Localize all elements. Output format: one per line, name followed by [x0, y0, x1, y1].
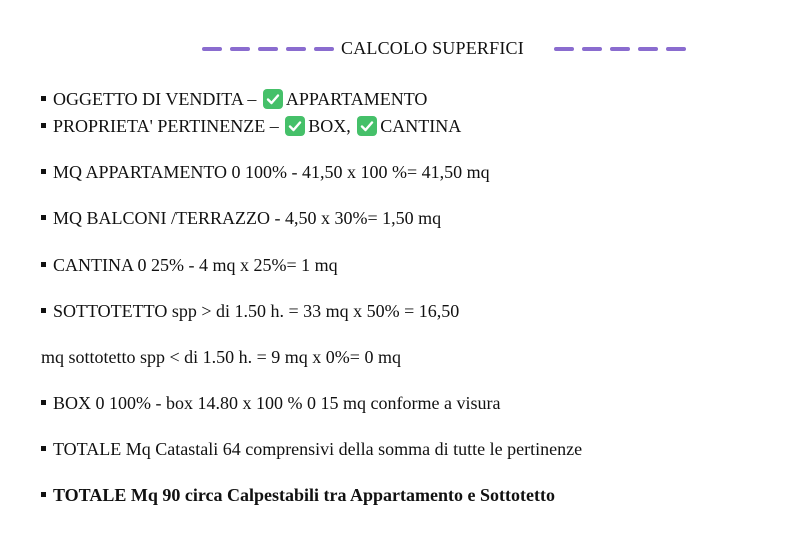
line-mq-balconi: MQ BALCONI /TERRAZZO - 4,50 x 30%= 1,50 mq: [41, 207, 441, 229]
decorative-dashes-right: [554, 47, 686, 51]
bullet-icon: [41, 169, 46, 174]
line-proprieta-pertinenze: PROPRIETA' PERTINENZE – BOX, CANTINA: [41, 115, 461, 138]
line-sottotetto: SOTTOTETTO spp > di 1.50 h. = 33 mq x 50% = 16,50: [41, 300, 459, 322]
bullet-icon: [41, 123, 46, 128]
bullet-icon: [41, 446, 46, 451]
line-box: BOX 0 100% - box 14.80 x 100 % 0 15 mq conforme a visura: [41, 392, 500, 414]
bullet-icon: [41, 96, 46, 101]
line-totale-calpestabili: TOTALE Mq 90 circa Calpestabili tra Appartamento e Sottotetto: [41, 484, 555, 506]
check-mark-button-icon: [357, 116, 377, 136]
title-row: [0, 36, 812, 62]
bullet-icon: [41, 308, 46, 313]
line-totale-catastali: TOTALE Mq Catastali 64 comprensivi della somma di tutte le pertinenze: [41, 438, 582, 460]
line-mq-appartamento: MQ APPARTAMENTO 0 100% - 41,50 x 100 %= 41,50 mq: [41, 161, 490, 183]
bullet-icon: [41, 215, 46, 220]
line-cantina: CANTINA 0 25% - 4 mq x 25%= 1 mq: [41, 254, 338, 276]
bullet-icon: [41, 262, 46, 267]
bullet-icon: [41, 400, 46, 405]
check-mark-button-icon: [263, 89, 283, 109]
bullet-icon: [41, 492, 46, 497]
page-title: CALCOLO SUPERFICI: [341, 38, 524, 58]
check-mark-button-icon: [285, 116, 305, 136]
line-mq-sottotetto: mq sottotetto spp < di 1.50 h. = 9 mq x 0%= 0 mq: [41, 347, 401, 367]
decorative-dashes-left: [202, 47, 334, 51]
line-oggetto-vendita: OGGETTO DI VENDITA – APPARTAMENTO: [41, 88, 427, 111]
